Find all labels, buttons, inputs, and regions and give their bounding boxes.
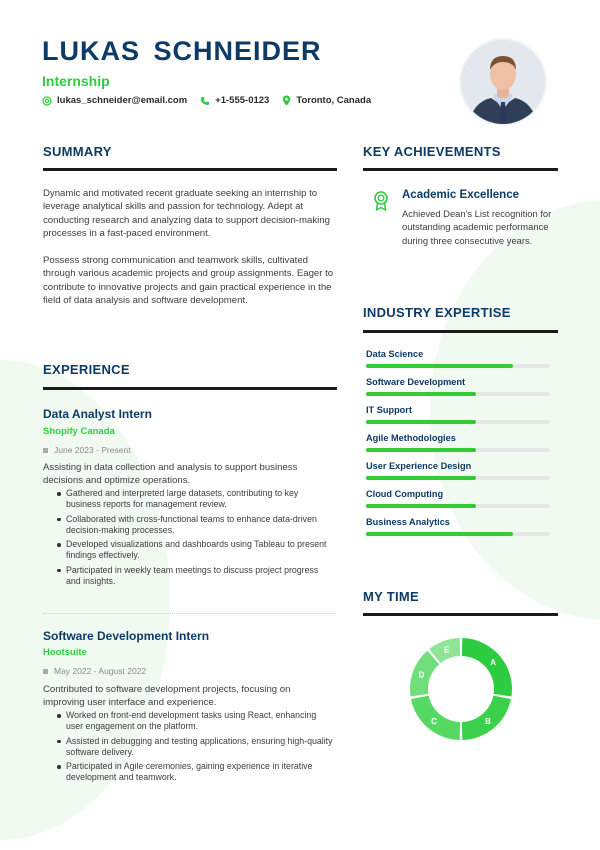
donut-label-e: E: [443, 645, 450, 655]
calendar-icon: [43, 448, 48, 453]
skill-bar-track: [366, 392, 550, 396]
list-item: Assisted in debugging and testing applications, ensuring high-quality software delivery.: [57, 736, 335, 758]
award-medal-icon: [373, 191, 389, 211]
donut-label-a: A: [490, 658, 497, 668]
list-item: Participated in weekly team meetings to discuss project progress and insights.: [57, 565, 335, 587]
list-item: Gathered and interpreted large datasets, contributing to key business reports for management review.: [57, 488, 335, 510]
skill-bar-fill: [366, 392, 476, 396]
donut-label-b: B: [485, 717, 491, 727]
skill-label: User Experience Design: [366, 461, 472, 471]
skill-bar-track: [366, 448, 550, 452]
skill-bar-fill: [366, 504, 476, 508]
achievements-divider: [363, 168, 558, 171]
donut-slice-a: [462, 638, 512, 697]
donut-label-d: D: [418, 670, 425, 680]
skill-item: [366, 517, 552, 536]
skill-label: IT Support: [366, 405, 412, 415]
skill-item: [366, 349, 552, 368]
contact-location: [282, 95, 371, 106]
skill-bar-track: [366, 364, 550, 368]
skill-bar-track: [366, 420, 550, 424]
skill-item: [366, 489, 552, 508]
donut-slice-d: [410, 651, 439, 697]
my-time-divider: [363, 613, 558, 616]
calendar-icon: [43, 669, 48, 674]
list-item: Worked on front-end development tasks using React, enhancing user engagement on the platform.: [57, 710, 335, 732]
email-text: lukas_schneider@email.com: [57, 95, 188, 106]
skill-bar-track: [366, 504, 550, 508]
candidate-name: LUKAS SCHNEIDER: [42, 36, 322, 66]
experience-heading: EXPERIENCE: [43, 362, 130, 377]
job-company: Shopify Canada: [43, 426, 115, 437]
location-pin-icon: [282, 95, 291, 106]
donut-label-c: C: [431, 717, 437, 727]
job-title: Data Analyst Intern: [43, 407, 152, 421]
skill-label: Agile Methodologies: [366, 433, 456, 443]
achievements-heading: KEY ACHIEVEMENTS: [363, 144, 501, 159]
skill-bar-fill: [366, 476, 476, 480]
my-time-donut-chart: [406, 634, 516, 744]
candidate-role: Internship: [42, 73, 110, 89]
contact-email[interactable]: [42, 95, 187, 106]
skill-bar-track: [366, 476, 550, 480]
achievement-title: Academic Excellence: [402, 189, 519, 201]
phone-icon: [200, 96, 210, 106]
skill-item: [366, 461, 552, 480]
phone-text: +1-555-0123: [215, 95, 270, 106]
skill-label: Business Analytics: [366, 517, 450, 527]
skill-label: Data Science: [366, 349, 424, 359]
skill-bar-fill: [366, 364, 513, 368]
skill-item: [366, 405, 552, 424]
list-item: Developed visualizations and dashboards using Tableau to present findings effectively.: [57, 539, 335, 561]
job-bullets: [57, 710, 335, 787]
list-item: Participated in Agile ceremonies, gaining experience in iterative development and teamwork.: [57, 761, 335, 783]
job-separator: [43, 613, 335, 614]
skill-item: [366, 377, 552, 396]
job-dates: [43, 445, 131, 455]
skill-bar-fill: [366, 420, 476, 424]
location-text: Toronto, Canada: [296, 95, 372, 106]
job-title: Software Development Intern: [43, 629, 210, 643]
achievement-description: Achieved Dean's List recognition for outstanding academic performance during three consecutive years.: [402, 208, 552, 246]
job-company: Hootsuite: [43, 647, 87, 658]
skill-label: Software Development: [366, 377, 466, 387]
job-bullets: [57, 488, 335, 590]
skill-bar-fill: [366, 532, 513, 536]
my-time-heading: MY TIME: [363, 589, 420, 604]
at-icon: [42, 96, 52, 106]
experience-divider: [43, 387, 337, 390]
expertise-heading: INDUSTRY EXPERTISE: [363, 305, 511, 320]
job-dates-text: May 2022 - August 2022: [54, 666, 147, 676]
skill-bar-fill: [366, 448, 476, 452]
job-description: Assisting in data collection and analysis to support business decisions and optimize operations.: [43, 462, 298, 486]
expertise-divider: [363, 330, 558, 333]
contact-row: [42, 95, 384, 106]
skill-bar-track: [366, 532, 550, 536]
profile-photo: [461, 40, 545, 124]
summary-paragraph-1: Dynamic and motivated recent graduate seeking an internship to leverage analytical skills and passion for technology. Adept at conducting research and analyzing data to support decision-making processes in a fast-paced environment.: [43, 188, 330, 240]
list-item: Collaborated with cross-functional teams to enhance data-driven decision-making processes.: [57, 514, 335, 536]
job-description: Contributed to software development projects, focusing on improving user interface and experience.: [43, 684, 291, 708]
skill-label: Cloud Computing: [366, 489, 444, 499]
summary-heading: SUMMARY: [43, 144, 112, 159]
job-dates: [43, 666, 146, 676]
skill-item: [366, 433, 552, 452]
summary-paragraph-2: Possess strong communication and teamwork skills, cultivated through various academic projects and group assignments. Eager to contribute to innovative projects and gain practical experience in the field of data analysis and software development.: [43, 255, 334, 307]
job-dates-text: June 2023 - Present: [54, 445, 131, 455]
summary-divider: [43, 168, 337, 171]
contact-phone[interactable]: [200, 95, 269, 106]
